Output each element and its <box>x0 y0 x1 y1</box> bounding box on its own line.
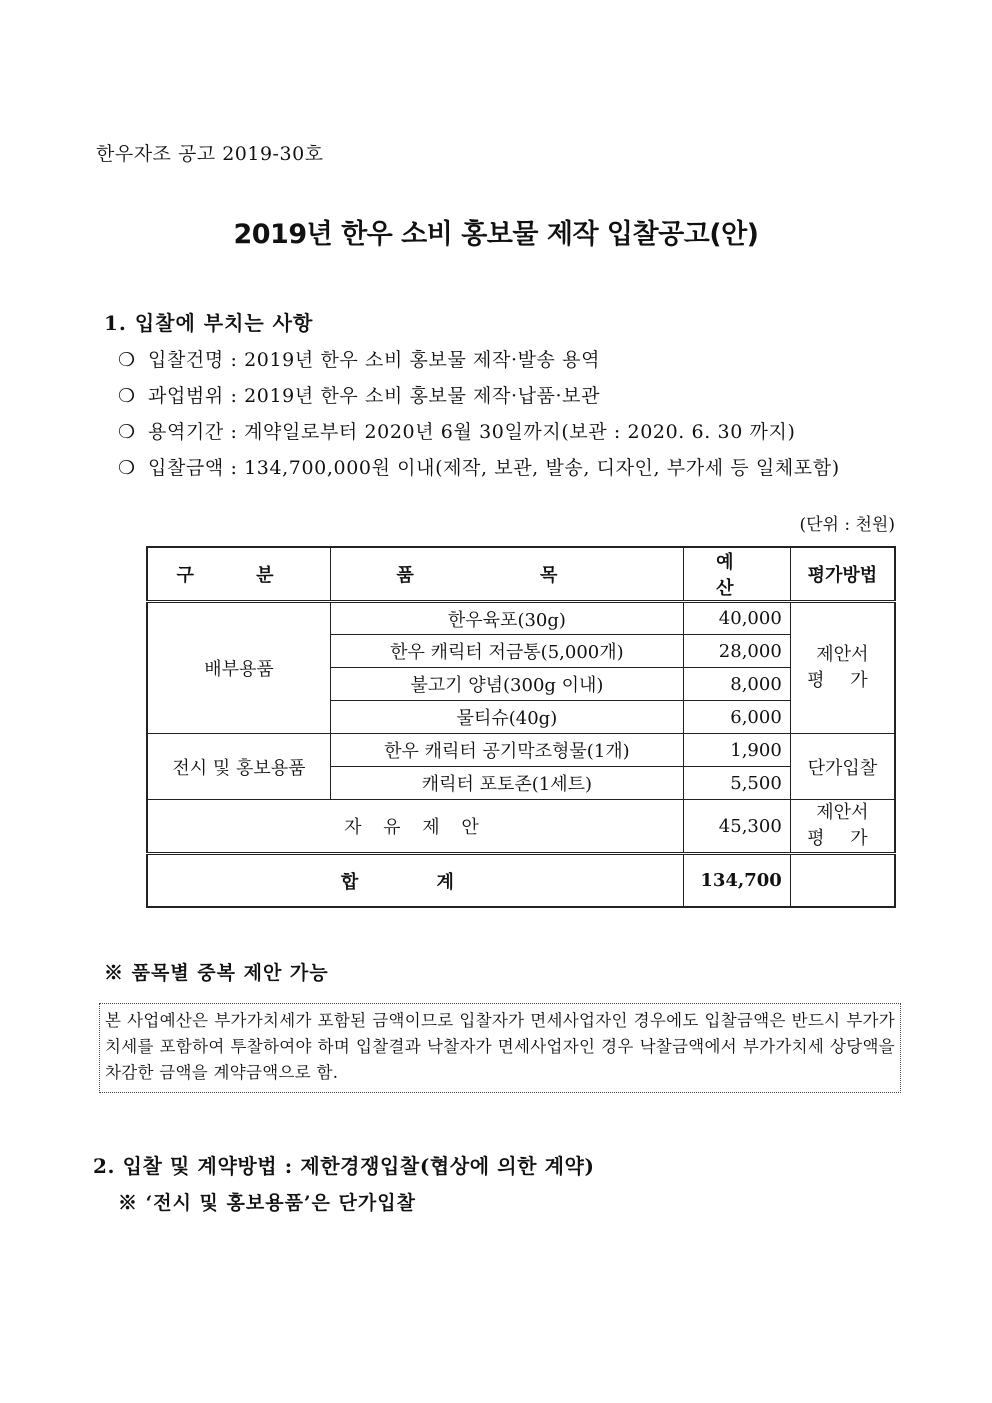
item-cell: 물티슈(40g) <box>330 701 683 734</box>
budget-cell: 6,000 <box>683 701 790 734</box>
total-row <box>147 854 895 908</box>
total-eval-empty <box>790 854 895 908</box>
notice-number: 한우자조 공고 2019-30호 <box>96 143 324 165</box>
group-display: 전시 및 홍보용품 <box>147 734 330 800</box>
eval-cell: 제안서 평 가 <box>790 800 895 854</box>
list-item <box>118 381 600 408</box>
list-item <box>118 453 840 480</box>
table-row <box>147 734 895 767</box>
col-evaluation: 평가방법 <box>790 547 895 602</box>
eval-cell: 제안서 평 가 <box>790 602 895 734</box>
total-label: 합 계 <box>147 854 683 908</box>
section2-heading: 2. 입찰 및 계약방법 : 제한경쟁입찰(협상에 의한 계약) <box>93 1154 595 1178</box>
col-item: 품 목 <box>330 547 683 602</box>
circle-bullet-icon: ❍ <box>118 421 136 443</box>
section1-heading: 1. 입찰에 부치는 사항 <box>104 311 314 335</box>
budget-cell: 8,000 <box>683 668 790 701</box>
circle-bullet-icon: ❍ <box>118 385 136 407</box>
list-item <box>118 417 795 444</box>
circle-bullet-icon: ❍ <box>118 457 136 479</box>
budget-cell: 1,900 <box>683 734 790 767</box>
page-title: 2019년 한우 소비 홍보물 제작 입찰공고(안) <box>233 219 759 250</box>
section2-note: ※ ‘전시 및 홍보용품’은 단가입찰 <box>118 1192 416 1214</box>
budget-cell: 28,000 <box>683 635 790 668</box>
free-proposal-label: 자 유 제 안 <box>147 800 683 854</box>
item-cell: 캐릭터 포토존(1세트) <box>330 767 683 800</box>
item-cell: 한우 캐릭터 공기막조형물(1개) <box>330 734 683 767</box>
eval-cell: 단가입찰 <box>790 734 895 800</box>
col-budget: 예 산 <box>683 547 790 602</box>
list-item <box>118 345 600 372</box>
budget-cell: 5,500 <box>683 767 790 800</box>
unit-note: (단위 : 천원) <box>799 515 895 535</box>
service-period: 용역기간 : 계약일로부터 2020년 6월 30일까지(보관 : 2020. 6. 30 까지) <box>148 421 796 443</box>
table-row <box>147 602 895 635</box>
bid-amount: 입찰금액 : 134,700,000원 이내(제작, 보관, 발송, 디자인, 부가세 등 일체포함) <box>148 457 840 479</box>
work-scope: 과업범위 : 2019년 한우 소비 홍보물 제작·납품·보관 <box>148 385 601 407</box>
budget-cell: 40,000 <box>683 602 790 635</box>
table-header-row <box>147 547 895 602</box>
duplicate-note: ※ 품목별 중복 제안 가능 <box>104 962 329 984</box>
col-category: 구 분 <box>147 547 330 602</box>
table-row <box>147 800 895 854</box>
budget-table <box>146 546 896 908</box>
total-budget: 134,700 <box>683 854 790 908</box>
vat-notice-box: 본 사업예산은 부가가치세가 포함된 금액이므로 입찰자가 면세사업자인 경우에도 입찰금액은 반드시 부가가치세를 포함하여 투찰하여야 하며 입찰결과 낙찰자가 면세사업자인 경우 낙찰금액에서 부가가치세 상당액을 차감한 금액을 계약금액으로 함. <box>99 1003 901 1093</box>
item-cell: 한우육포(30g) <box>330 602 683 635</box>
item-cell: 불고기 양념(300g 이내) <box>330 668 683 701</box>
circle-bullet-icon: ❍ <box>118 349 136 371</box>
group-giveaway: 배부용품 <box>147 602 330 734</box>
budget-cell: 45,300 <box>683 800 790 854</box>
item-cell: 한우 캐릭터 저금통(5,000개) <box>330 635 683 668</box>
bid-name: 입찰건명 : 2019년 한우 소비 홍보물 제작·발송 용역 <box>148 349 601 371</box>
